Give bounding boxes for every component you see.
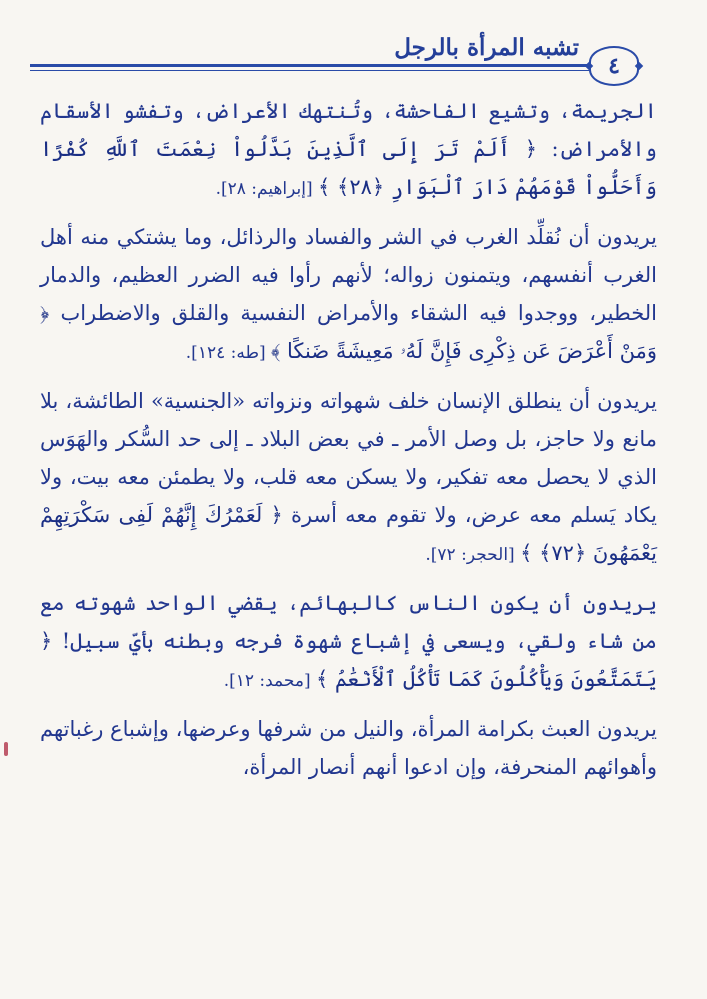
verse-citation: [محمد: ١٢]. <box>223 671 316 691</box>
page-number: ٤ <box>608 53 620 79</box>
page-number-badge <box>589 46 639 86</box>
header-rule-thin <box>30 70 599 71</box>
page-header <box>30 28 639 88</box>
prose-text: يريدون أن نُقلِّد الغرب في الشر والفساد والرذائل، وما يشتكي منه أهل الغرب أنفسهم، ويتمنون زواله؛ لأنهم رأوا فيه الضرر العظيم، والدمار الخطير، ووجدوا فيه الشقاء والأمراض النفسية والقلق والاضطراب <box>40 225 657 325</box>
prose-text: يريدون العبث بكرامة المرأة، والنيل من شرفها وعرضها، وإشباع رغباتهم وأهوائهم المنحرفة، وإن ادعوا أنهم أنصار المرأة، <box>40 717 657 779</box>
paragraph-2 <box>40 218 657 372</box>
verse-citation: [إبراهيم: ٢٨]. <box>215 179 319 199</box>
running-title: تشبه المرأة بالرجل <box>394 34 579 61</box>
prose-text: يريدون أن يكون الناس كالبهائم، يقضي الواحد شهوته مع من شاء ولقي، ويسعى في إشباع شهوة فرجه وبطنه بأيِّ سبيل! <box>40 591 657 653</box>
paragraph-3 <box>40 382 657 574</box>
quran-verse: ﴿ أَلَمْ تَرَ إِلَى ٱلَّذِينَ بَدَّلُواْ نِعْمَتَ ٱللَّهِ كُفْرًا وَأَحَلُّواْ قَوْمَهُمْ دَارَ ٱلْبَوَارِ ﴿٢٨﴾ ﴾ <box>40 137 657 199</box>
paragraph-5 <box>40 710 657 786</box>
header-rule <box>30 64 599 67</box>
quran-verse: ﴿ لَعَمْرُكَ إِنَّهُمْ لَفِى سَكْرَتِهِمْ يَعْمَهُونَ ﴿٧٢﴾ ﴾ <box>40 503 657 565</box>
ink-mark <box>4 742 8 756</box>
text-body <box>40 92 657 786</box>
verse-citation: [طه: ١٢٤]. <box>185 343 272 363</box>
verse-citation: [الحجر: ٧٢]. <box>425 545 521 565</box>
quran-verse: ﴿ وَمَنْ أَعْرَضَ عَن ذِكْرِى فَإِنَّ لَهُۥ مَعِيشَةً ضَنكًا ﴾ <box>40 301 657 363</box>
paragraph-4 <box>40 584 657 700</box>
prose-text: الجريمة، وتشيع الفاحشة، وتُنتهك الأعراض، وتفشو الأسقام والأمراض: <box>40 99 657 161</box>
paragraph-1 <box>40 92 657 208</box>
quran-verse: ﴿ يَتَمَتَّعُونَ وَيَأْكُلُونَ كَمَا تَأْكُلُ ٱلْأَنْعَٰمُ ﴾ <box>40 629 657 691</box>
prose-text: يريدون أن ينطلق الإنسان خلف شهواته ونزواته «الجنسية» الطائشة، بلا مانع ولا حاجز، بل وصل الأمر ـ في بعض البلاد ـ إلى حد السُّكر والهَوَس الذي لا يحصل معه تفكير، ولا يسكن معه قلب، ولا يطمئن معه بيت، ولا يكاد يَسلم معه عرض، ولا تقوم معه أسرة <box>40 389 657 527</box>
